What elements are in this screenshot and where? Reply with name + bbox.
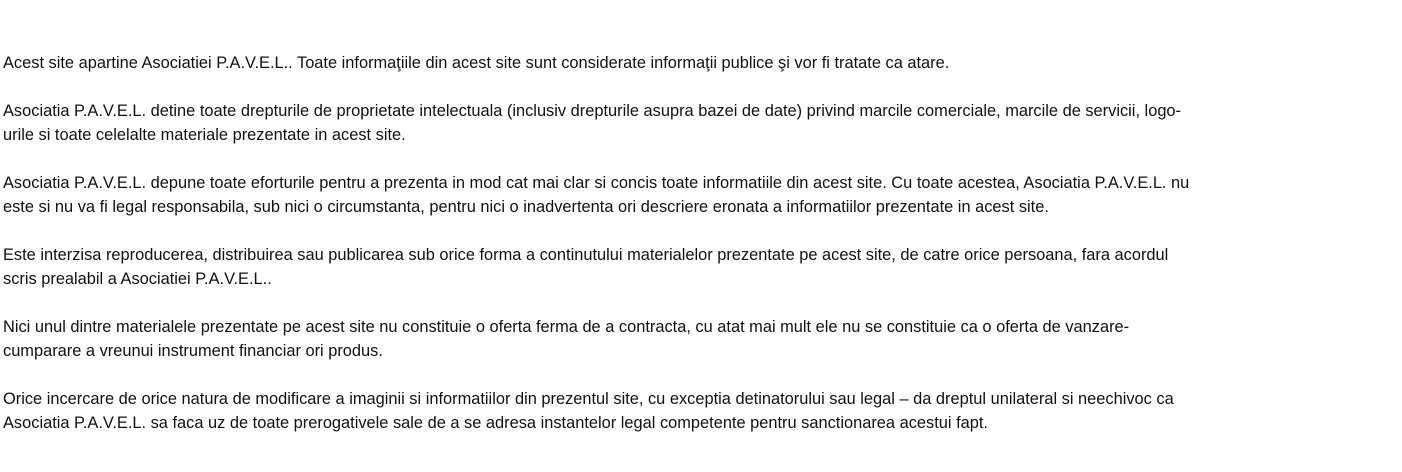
paragraph-line: Acest site apartine Asociatiei P.A.V.E.L.. Toate informaţiile din acest site sunt considerate informaţii publice şi vor fi tratate ca atare.: [3, 54, 950, 72]
paragraph-line: Nici unul dintre materialele prezentate pe acest site nu constituie o oferta ferma de a contracta, cu atat mai mult ele nu se constituie ca o oferta de vanzare-: [3, 318, 1130, 336]
paragraph-line: Asociatia P.A.V.E.L. detine toate drepturile de proprietate intelectuala (inclusiv drepturile asupra bazei de date) privind marcile comerciale, marcile de servicii, logo-: [3, 102, 1182, 120]
paragraph-line: Asociatia P.A.V.E.L. depune toate eforturile pentru a prezenta in mod cat mai clar si concis toate informatiile din acest site. Cu toate acestea, Asociatia P.A.V.E.L. nu: [3, 174, 1190, 192]
legal-notice-document: [3, 51, 1388, 459]
paragraph-line: urile si toate celelalte materiale prezentate in acest site.: [3, 126, 406, 144]
paragraph-modification: [3, 387, 1388, 435]
paragraph-intellectual-property: [3, 99, 1388, 147]
paragraph-no-offer: [3, 315, 1388, 363]
paragraph-line: Asociatia P.A.V.E.L. sa faca uz de toate prerogativele sale de a se adresa instantelor legal competente pentru sanctionarea acestui fapt.: [3, 414, 988, 432]
paragraph-line: Orice incercare de orice natura de modificare a imaginii si informatiilor din prezentul site, cu exceptia detinatorului sau legal – da dreptul unilateral si neechivoc ca: [3, 390, 1174, 408]
paragraph-reproduction: [3, 243, 1388, 291]
paragraph-line: scris prealabil a Asociatiei P.A.V.E.L..: [3, 270, 272, 288]
paragraph-line: Este interzisa reproducerea, distribuirea sau publicarea sub orice forma a continutului materialelor prezentate pe acest site, de catre orice persoana, fara acordul: [3, 246, 1169, 264]
paragraph-liability: [3, 171, 1388, 219]
paragraph-ownership: [3, 51, 1388, 75]
paragraph-line: cumparare a vreunui instrument financiar ori produs.: [3, 342, 383, 360]
paragraph-line: este si nu va fi legal responsabila, sub nici o circumstanta, pentru nici o inadvertenta ori descriere eronata a informatiilor prezentate in acest site.: [3, 198, 1049, 216]
